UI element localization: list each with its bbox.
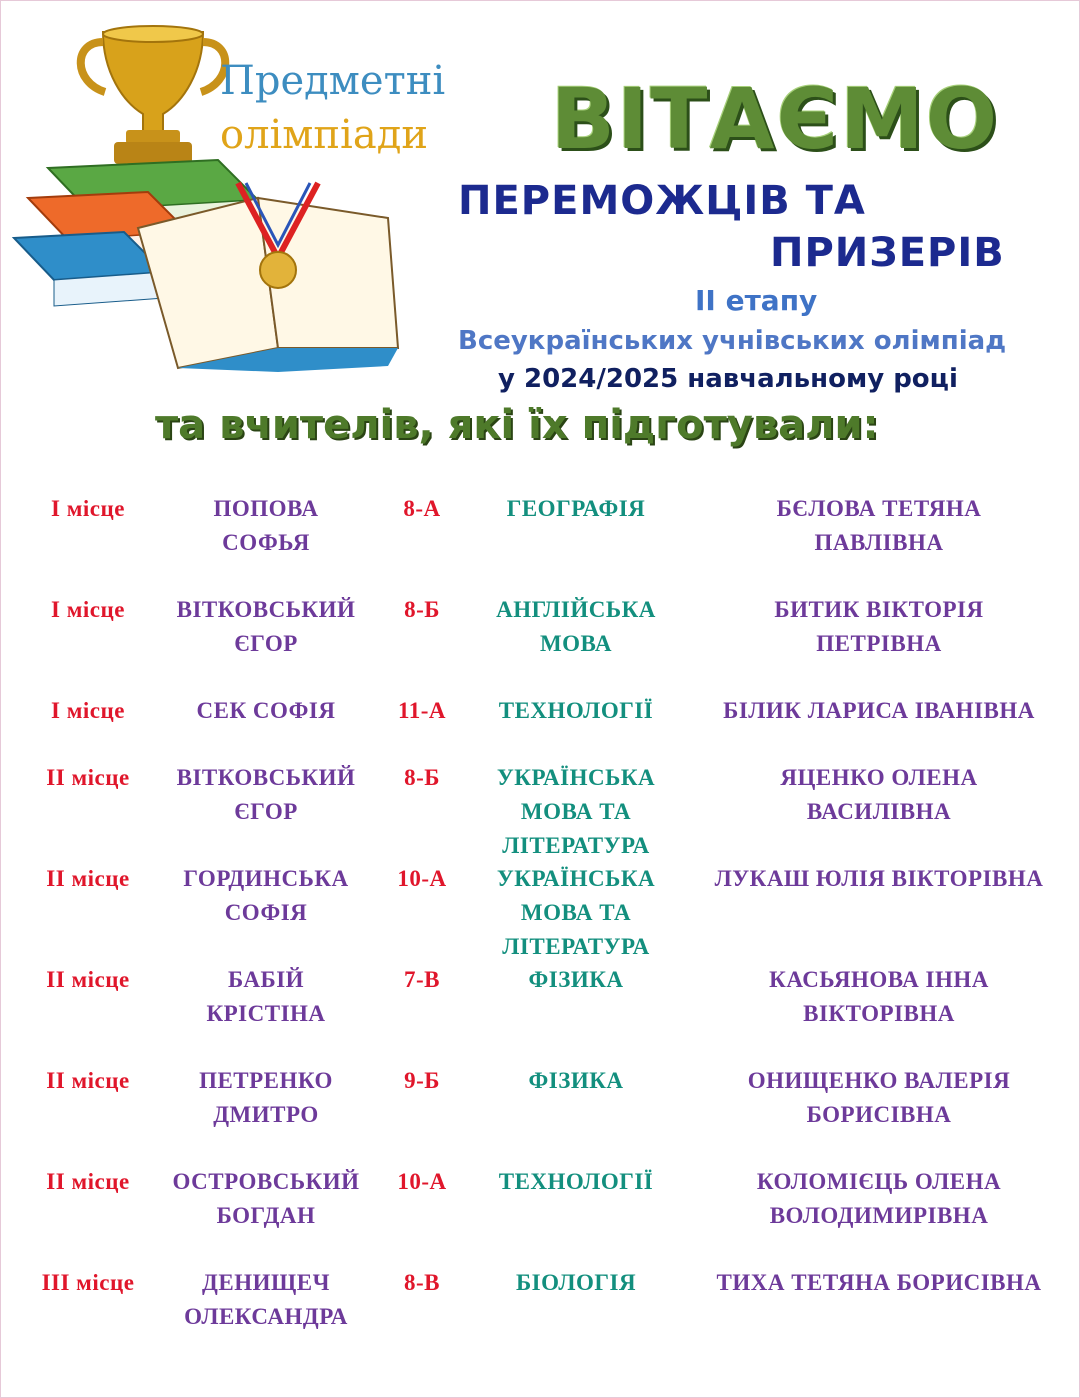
subject-cell-line: ЛІТЕРАТУРА — [502, 833, 650, 858]
subject-cell — [478, 1165, 674, 1199]
class-cell — [382, 1165, 462, 1199]
teacher-cell-line: БЄЛОВА ТЕТЯНА — [776, 496, 982, 521]
student-name-cell-line: ГОРДИНСЬКА — [183, 866, 349, 891]
place-cell-line: ІІІ місце — [41, 1270, 135, 1295]
subject-cell — [478, 761, 674, 863]
student-name-cell-line: ДМИТРО — [213, 1102, 319, 1127]
teacher-cell — [696, 862, 1062, 896]
place-cell — [28, 1266, 148, 1300]
teacher-cell-line: ЯЦЕНКО ОЛЕНА — [780, 765, 978, 790]
student-name-cell — [160, 1165, 372, 1233]
class-cell-line: 10-А — [397, 866, 447, 891]
subject-cell-line: ФІЗИКА — [528, 1068, 624, 1093]
heading-year: у 2024/2025 навчальному році — [498, 364, 958, 394]
student-name-cell-line: СОФЬЯ — [222, 530, 310, 555]
student-name-cell-line: ОЛЕКСАНДРА — [184, 1304, 348, 1329]
student-name-cell — [160, 862, 372, 930]
teacher-cell-line: БОРИСІВНА — [806, 1102, 952, 1127]
teacher-cell — [696, 761, 1062, 829]
subject-cell-line: ЛІТЕРАТУРА — [502, 934, 650, 959]
student-name-cell-line: ПЕТРЕНКО — [199, 1068, 333, 1093]
teacher-cell-line: ТИХА ТЕТЯНА БОРИСІВНА — [716, 1270, 1042, 1295]
place-cell — [28, 593, 148, 627]
place-cell — [28, 761, 148, 795]
heading-teachers: та вчителів, які їх підготували: — [155, 402, 879, 448]
subject-cell — [478, 862, 674, 964]
class-cell-line: 8-А — [403, 496, 441, 521]
subject-cell — [478, 694, 674, 728]
student-name-cell-line: СОФІЯ — [224, 900, 308, 925]
student-name-cell-line: СЕК СОФІЯ — [196, 698, 336, 723]
class-cell-line: 9-Б — [404, 1068, 440, 1093]
subject-cell-line: ФІЗИКА — [528, 967, 624, 992]
student-name-cell-line: КРІСТІНА — [206, 1001, 326, 1026]
place-cell-line: ІІ місце — [46, 1068, 130, 1093]
student-name-cell — [160, 963, 372, 1031]
heading-olympiads: Всеукраїнських учнівських олімпіад — [458, 326, 1007, 356]
subject-cell-line: МОВА ТА — [520, 900, 632, 925]
class-cell — [382, 761, 462, 795]
subject-cell-line: АНГЛІЙСЬКА — [496, 597, 656, 622]
teacher-cell — [696, 1064, 1062, 1132]
logo-title-line1: Предметні — [220, 58, 446, 104]
olympiad-logo — [8, 18, 448, 378]
main-title: ВІТАЄМО — [550, 70, 1000, 168]
subject-cell — [478, 492, 674, 526]
student-name-cell — [160, 593, 372, 661]
student-name-cell-line: ПОПОВА — [213, 496, 319, 521]
class-cell-line: 10-А — [397, 1169, 447, 1194]
subject-cell-line: МОВА — [539, 631, 613, 656]
student-name-cell — [160, 761, 372, 829]
subject-cell-line: МОВА ТА — [520, 799, 632, 824]
teacher-cell-line: ЛУКАШ ЮЛІЯ ВІКТОРІВНА — [714, 866, 1044, 891]
subject-cell-line: ТЕХНОЛОГІЇ — [498, 698, 654, 723]
teacher-cell — [696, 963, 1062, 1031]
heading-line1: ПЕРЕМОЖЦІВ ТА — [458, 178, 866, 224]
class-cell — [382, 862, 462, 896]
class-cell — [382, 1064, 462, 1098]
teacher-cell-line: КОЛОМІЄЦЬ ОЛЕНА — [756, 1169, 1002, 1194]
class-cell — [382, 492, 462, 526]
student-name-cell-line: БАБІЙ — [227, 967, 305, 992]
class-cell — [382, 963, 462, 997]
teacher-cell-line: КАСЬЯНОВА ІННА — [769, 967, 989, 992]
place-cell — [28, 862, 148, 896]
place-cell — [28, 1064, 148, 1098]
place-cell — [28, 963, 148, 997]
subject-cell-line: ТЕХНОЛОГІЇ — [498, 1169, 654, 1194]
student-name-cell — [160, 1064, 372, 1132]
teacher-cell — [696, 492, 1062, 560]
student-name-cell-line: ОСТРОВСЬКИЙ — [172, 1169, 360, 1194]
class-cell — [382, 1266, 462, 1300]
subject-cell — [478, 963, 674, 997]
place-cell-line: ІІ місце — [46, 967, 130, 992]
class-cell-line: 11-А — [398, 698, 446, 723]
class-cell-line: 7-В — [404, 967, 440, 992]
subject-cell-line: УКРАЇНСЬКА — [496, 765, 656, 790]
place-cell-line: ІІ місце — [46, 1169, 130, 1194]
heading-line2: ПРИЗЕРІВ — [770, 230, 1005, 276]
subject-cell-line: БІОЛОГІЯ — [515, 1270, 637, 1295]
student-name-cell — [160, 1266, 372, 1334]
subject-cell-line: УКРАЇНСЬКА — [496, 866, 656, 891]
student-name-cell-line: ДЕНИЩЕЧ — [202, 1270, 330, 1295]
subject-cell — [478, 1266, 674, 1300]
teacher-cell-line: ВОЛОДИМИРІВНА — [769, 1203, 989, 1228]
teacher-cell-line: БИТИК ВІКТОРІЯ — [774, 597, 984, 622]
teacher-cell-line: БІЛИК ЛАРИСА ІВАНІВНА — [723, 698, 1035, 723]
class-cell-line: 8-В — [404, 1270, 440, 1295]
place-cell — [28, 1165, 148, 1199]
student-name-cell-line: ЄГОР — [234, 631, 298, 656]
teacher-cell-line: ВАСИЛІВНА — [806, 799, 952, 824]
teacher-cell — [696, 593, 1062, 661]
class-cell-line: 8-Б — [404, 597, 440, 622]
place-cell — [28, 694, 148, 728]
place-cell-line: І місце — [51, 496, 125, 521]
teacher-cell — [696, 1266, 1062, 1300]
student-name-cell-line: ЄГОР — [234, 799, 298, 824]
teacher-cell-line: ПЕТРІВНА — [816, 631, 942, 656]
teacher-cell-line: ВІКТОРІВНА — [803, 1001, 955, 1026]
place-cell-line: ІІ місце — [46, 866, 130, 891]
teacher-cell — [696, 694, 1062, 728]
logo-title-line2: олімпіади — [220, 112, 428, 158]
student-name-cell-line: БОГДАН — [216, 1203, 316, 1228]
heading-stage: ІІ етапу — [695, 284, 818, 317]
class-cell-line: 8-Б — [404, 765, 440, 790]
teacher-cell-line: ПАВЛІВНА — [814, 530, 944, 555]
teacher-cell-line: ОНИЩЕНКО ВАЛЕРІЯ — [747, 1068, 1011, 1093]
place-cell-line: І місце — [51, 597, 125, 622]
place-cell-line: І місце — [51, 698, 125, 723]
teacher-cell — [696, 1165, 1062, 1233]
student-name-cell — [160, 694, 372, 728]
place-cell-line: ІІ місце — [46, 765, 130, 790]
student-name-cell — [160, 492, 372, 560]
place-cell — [28, 492, 148, 526]
subject-cell — [478, 593, 674, 661]
student-name-cell-line: ВІТКОВСЬКИЙ — [176, 765, 356, 790]
subject-cell — [478, 1064, 674, 1098]
subject-cell-line: ГЕОГРАФІЯ — [506, 496, 646, 521]
class-cell — [382, 593, 462, 627]
class-cell — [382, 694, 462, 728]
student-name-cell-line: ВІТКОВСЬКИЙ — [176, 597, 356, 622]
